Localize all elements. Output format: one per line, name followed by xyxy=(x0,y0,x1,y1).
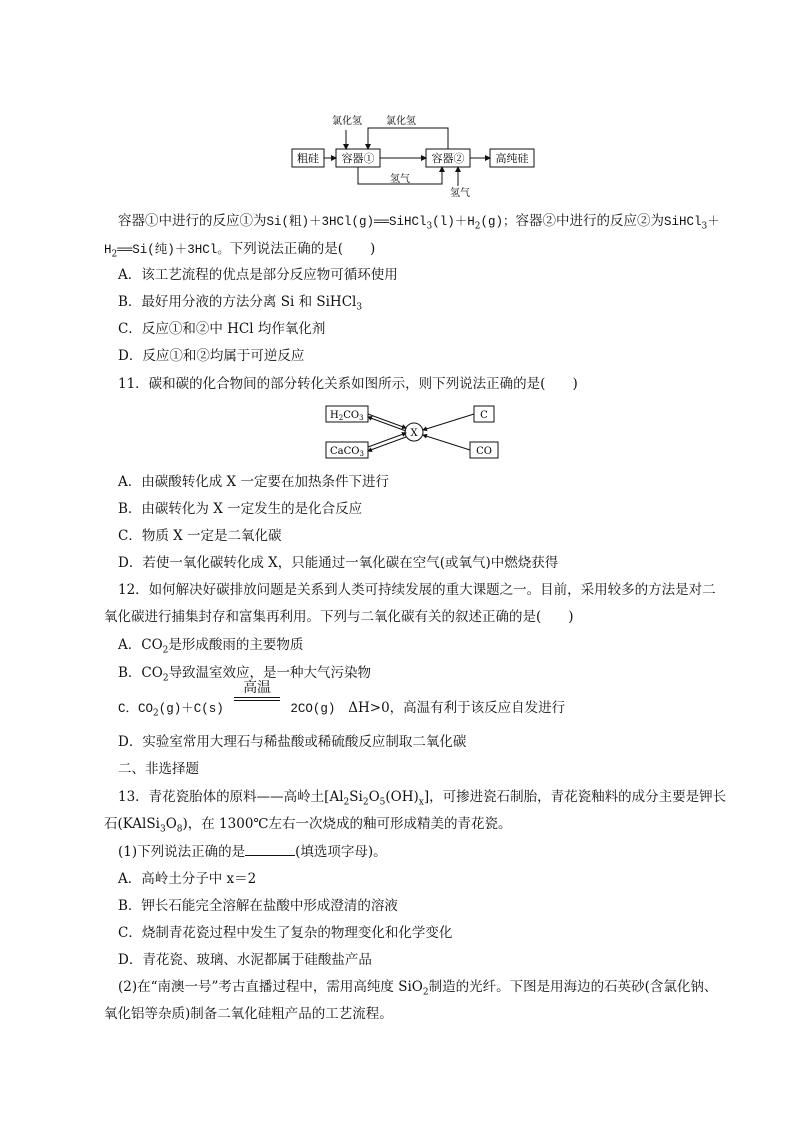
q12-option-b: B．$CO_2$导致温室效应，是一种大气污染物 xyxy=(118,665,372,684)
q13-option-b: B．钾长石能完全溶解在盐酸中形成澄清的溶液 xyxy=(118,898,398,914)
q13-part2-line1: (2)在“南澳一号”考古直播过程中，需用高纯度 SiO$_2$制造的光纤。下图是用海边的石英砂(含氯化钠、 xyxy=(118,979,718,998)
answer-blank[interactable] xyxy=(245,843,295,856)
label-h2-in: 氢气 xyxy=(450,188,470,198)
q10-option-c: C．反应①和②中 HCl 均作氧化剂 xyxy=(118,321,326,337)
svg-text:CaCO3: CaCO$_3$ xyxy=(330,446,364,458)
box-co xyxy=(470,442,498,458)
box-caco3 xyxy=(326,442,368,458)
label-hcl-in: 氯化氢 xyxy=(332,116,362,127)
silicon-process-flow-diagram xyxy=(280,108,550,198)
box-crude-silicon xyxy=(292,149,324,167)
box-h2co3 xyxy=(326,406,368,422)
arrow-hcl-recycle xyxy=(368,128,448,149)
arrow-co-to-x xyxy=(423,435,470,450)
q11-stem: 11．碳和碳的化合物间的部分转化关系如图所示，则下列说法正确的是( ) xyxy=(118,376,578,392)
arrow-x-to-h2co3 xyxy=(368,417,406,431)
q12-stem-line1: 12．如何解决好碳排放问题是关系到人类可持续发展的重大课题之一。目前，采用较多的方法是对二 xyxy=(118,582,716,598)
svg-text:C: C xyxy=(480,410,488,421)
q11-option-d: D．若使一氧化碳转化成 X，只能通过一氧化碳在空气(或氧气)中燃烧获得 xyxy=(118,555,559,571)
box-c xyxy=(474,406,494,422)
svg-text:粗硅: 粗硅 xyxy=(297,152,319,165)
svg-text:X: X xyxy=(410,428,418,439)
node-x xyxy=(405,423,423,441)
condition-high-temp: 高温 xyxy=(243,680,272,696)
q13-option-d: D．青花瓷、玻璃、水泥都属于硅酸盐产品 xyxy=(118,952,372,968)
arrow-h2co3-to-x xyxy=(368,414,406,428)
q10-stem-line1: 容器①中进行的反应①为Si(粗)$+3HCl(g)══SiHCl_3(l)+H_2(g)$；容器②中进行的反应②为SiHCl$_3$＋ xyxy=(118,213,720,232)
q12-option-c: C．$CO_2(g)+C(s)$ 高温 2CO(g) ΔH>0，高温有利于该反应自发进行 xyxy=(118,680,566,719)
svg-text:CO: CO xyxy=(476,446,492,457)
carbon-conversion-diagram xyxy=(320,402,510,466)
box-pure-silicon xyxy=(490,149,534,167)
box-container-1 xyxy=(336,149,380,167)
q13-stem-line1: 13．青花瓷胎体的原料——高岭土$[Al_2Si_2O_5(OH)_x]$，可掺进瓷石制胎，青花瓷釉料的成分主要是钾长 xyxy=(118,789,727,808)
svg-text:容器②: 容器② xyxy=(431,152,465,165)
q10-option-b: B．最好用分液的方法分离 Si 和 SiHCl$_3$ xyxy=(118,294,363,313)
q11-option-c: C．物质 X 一定是二氧化碳 xyxy=(118,528,282,544)
box-container-2 xyxy=(426,149,470,167)
q12-stem-line2: 氧化碳进行捕集封存和富集再利用。下列与二氧化碳有关的叙述正确的是( ) xyxy=(104,609,574,625)
svg-text:高纯硅: 高纯硅 xyxy=(495,152,529,165)
q11-option-a: A．由碳酸转化成 X 一定要在加热条件下进行 xyxy=(118,474,389,490)
svg-text:H2CO3: $H_2CO_3$ xyxy=(330,410,364,422)
q10-stem-line2: $H_2══Si$(纯)＋3HCl。下列说法正确的是( ) xyxy=(104,241,376,260)
q12-option-d: D．实验室常用大理石与稀盐酸或稀硫酸反应制取二氧化碳 xyxy=(118,734,467,750)
q11-option-b: B．由碳转化为 X 一定发生的是化合反应 xyxy=(118,501,363,517)
q13-part1-prompt: (1)下列说法正确的是 (填选项字母)。 xyxy=(118,844,387,860)
reaction-condition-arrow xyxy=(234,680,280,717)
q13-option-a: A．高岭土分子中 x＝2 xyxy=(118,871,257,887)
arrow-caco3-to-x xyxy=(368,433,406,447)
label-hcl-recycle: 氯化氢 xyxy=(386,116,416,127)
q10-option-d: D．反应①和②均属于可逆反应 xyxy=(118,348,305,364)
svg-text:容器①: 容器① xyxy=(341,152,375,165)
q13-part2-line2: 氧化铝等杂质)制备二氧化硅粗产品的工艺流程。 xyxy=(104,1006,393,1022)
label-h2-recycle: 氢气 xyxy=(390,174,410,185)
arrow-x-to-caco3 xyxy=(368,437,406,451)
q13-option-c: C．烧制青花瓷过程中发生了复杂的物理变化和化学变化 xyxy=(118,925,453,941)
section-non-multiple-choice: 二、非选择题 xyxy=(118,761,199,777)
q10-option-a: A．该工艺流程的优点是部分反应物可循环使用 xyxy=(118,267,398,283)
arrow-c-to-x xyxy=(423,414,474,430)
q13-stem-line2: 石$(KAlSi_3O_8)$，在 1300℃左右一次烧成的釉可形成精美的青花瓷。 xyxy=(104,816,512,835)
q12-option-a: A．$CO_2$是形成酸雨的主要物质 xyxy=(118,637,304,656)
